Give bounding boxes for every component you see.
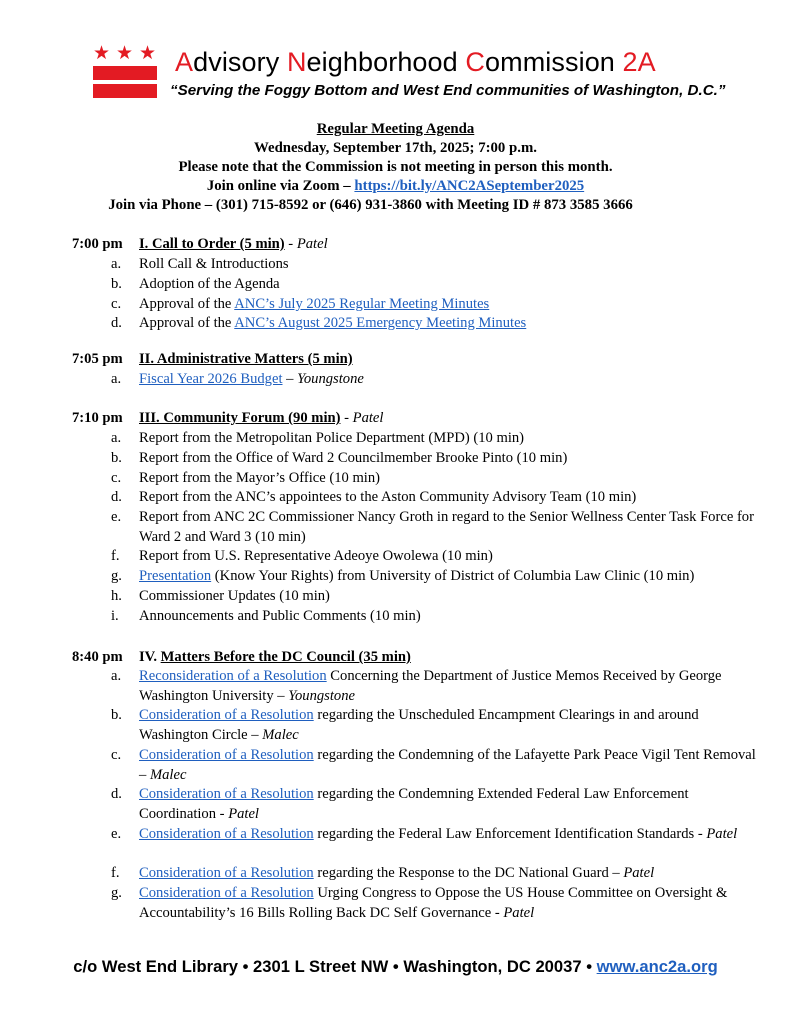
- section-title: IV. Matters Before the DC Council (35 min): [139, 649, 411, 665]
- item-letter: e.: [111, 509, 122, 525]
- title-word: dvisory: [193, 47, 287, 77]
- section-title: III. Community Forum (90 min) - Patel: [139, 410, 384, 426]
- item-text: Report from the Metropolitan Police Department (MPD) (10 min): [139, 430, 525, 446]
- agenda-item: [111, 547, 761, 567]
- agenda-item: [111, 429, 761, 449]
- title-initial: A: [175, 47, 194, 77]
- item-text: Approval of the ANC’s July 2025 Regular Meeting Minutes: [139, 296, 490, 312]
- item-letter: c.: [111, 296, 122, 312]
- item-link[interactable]: Consideration of a Resolution: [139, 786, 314, 802]
- item-letter: d.: [111, 315, 122, 331]
- item-text: Roll Call & Introductions: [139, 256, 289, 272]
- zoom-link[interactable]: https://bit.ly/ANC2ASeptember2025: [354, 178, 585, 194]
- item-letter: a.: [111, 371, 122, 387]
- item-text: Report from U.S. Representative Adeoye Owolewa (10 min): [139, 548, 493, 564]
- agenda-item: [111, 314, 761, 334]
- item-letter: f.: [111, 865, 120, 881]
- agenda-item: [111, 746, 761, 785]
- star-icon: ★: [93, 42, 111, 64]
- item-text: Consideration of a Resolution regarding the Condemning Extended Federal Law Enforcement Coordination - Patel: [139, 786, 689, 822]
- item-link[interactable]: Consideration of a Resolution: [139, 826, 314, 842]
- item-letter: d.: [111, 489, 122, 505]
- organization-title: [175, 44, 656, 80]
- agenda-item: [111, 255, 761, 275]
- dc-flag-logo: [93, 44, 157, 100]
- item-letter: b.: [111, 450, 122, 466]
- item-letter: d.: [111, 786, 122, 802]
- agenda-item: [111, 825, 761, 845]
- item-letter: b.: [111, 707, 122, 723]
- item-letter: g.: [111, 568, 122, 584]
- tagline: “Serving the Foggy Bottom and West End communities of Washington, D.C.”: [170, 82, 726, 99]
- item-link[interactable]: Consideration of a Resolution: [139, 707, 314, 723]
- item-text: Adoption of the Agenda: [139, 276, 280, 292]
- item-link[interactable]: Reconsideration of a Resolution: [139, 668, 327, 684]
- agenda-item: [111, 884, 761, 923]
- item-letter: b.: [111, 276, 122, 292]
- agenda-item: [111, 469, 761, 489]
- title-word: ommission: [485, 47, 623, 77]
- item-text: Consideration of a Resolution Urging Congress to Oppose the US House Committee on Oversight & Accountability’s 16 Bills Rolling Back DC Self Governance - Patel: [139, 885, 728, 921]
- section-time: 7:10 pm: [72, 410, 123, 426]
- item-text: Consideration of a Resolution regarding the Federal Law Enforcement Identification Standards - Patel: [139, 826, 738, 842]
- item-link[interactable]: Consideration of a Resolution: [139, 885, 314, 901]
- title-initial: C: [465, 47, 485, 77]
- section-time: 7:05 pm: [72, 351, 123, 367]
- item-text: Report from the Mayor’s Office (10 min): [139, 470, 381, 486]
- item-link[interactable]: Consideration of a Resolution: [139, 865, 314, 881]
- item-text: Commissioner Updates (10 min): [139, 588, 330, 604]
- agenda-item: [111, 587, 761, 607]
- item-text: Consideration of a Resolution regarding the Response to the DC National Guard – Patel: [139, 865, 655, 881]
- agenda-item: [111, 607, 761, 627]
- meeting-note: Please note that the Commission is not meeting in person this month.: [178, 159, 613, 175]
- agenda-item: [111, 295, 761, 315]
- item-letter: e.: [111, 826, 122, 842]
- item-text: Fiscal Year 2026 Budget – Youngstone: [139, 371, 364, 387]
- item-letter: c.: [111, 470, 122, 486]
- star-icon: ★: [116, 42, 134, 64]
- item-text: Report from the ANC’s appointees to the Aston Community Advisory Team (10 min): [139, 489, 637, 505]
- footer-address: c/o West End Library • 2301 L Street NW • Washington, DC 20037 • www.anc2a.org: [73, 957, 718, 976]
- title-number: 2A: [622, 47, 656, 77]
- item-letter: g.: [111, 885, 122, 901]
- item-text: Report from the Office of Ward 2 Councilmember Brooke Pinto (10 min): [139, 450, 568, 466]
- website-link[interactable]: www.anc2a.org: [596, 957, 718, 976]
- section-title: I. Call to Order (5 min) - Patel: [139, 236, 328, 252]
- agenda-item: [111, 785, 761, 824]
- item-text: Consideration of a Resolution regarding the Unscheduled Encampment Clearings in and around Washington Circle – Malec: [139, 707, 699, 743]
- item-letter: f.: [111, 548, 120, 564]
- zoom-line: Join online via Zoom – https://bit.ly/ANC2ASeptember2025: [206, 178, 585, 194]
- title-initial: N: [286, 47, 307, 77]
- agenda-item: [111, 508, 761, 547]
- item-text: Announcements and Public Comments (10 min): [139, 608, 421, 624]
- phone-line: Join via Phone – (301) 715-8592 or (646) 931-3860 with Meeting ID # 873 3585 3666: [108, 197, 633, 213]
- item-text: Reconsideration of a Resolution Concerning the Department of Justice Memos Received by George Washington University – Youngstone: [139, 668, 722, 704]
- agenda-item: [111, 275, 761, 295]
- item-link[interactable]: ANC’s August 2025 Emergency Meeting Minutes: [234, 315, 527, 331]
- item-letter: h.: [111, 588, 122, 604]
- flag-bar: [93, 84, 157, 98]
- item-link[interactable]: ANC’s July 2025 Regular Meeting Minutes: [234, 296, 490, 312]
- agenda-item: [111, 370, 761, 390]
- agenda-item: [111, 864, 761, 884]
- agenda-item: [111, 449, 761, 469]
- section-title: II. Administrative Matters (5 min): [139, 351, 353, 367]
- item-letter: i.: [111, 608, 119, 624]
- item-letter: a.: [111, 430, 122, 446]
- item-link[interactable]: Fiscal Year 2026 Budget: [139, 371, 283, 387]
- agenda-heading: Regular Meeting Agenda: [316, 121, 475, 137]
- flag-bar: [93, 66, 157, 80]
- item-letter: c.: [111, 747, 122, 763]
- meeting-date: Wednesday, September 17th, 2025; 7:00 p.m.: [254, 140, 537, 156]
- item-link[interactable]: Presentation: [139, 568, 212, 584]
- title-word: eighborhood: [306, 47, 466, 77]
- item-text: Presentation (Know Your Rights) from University of District of Columbia Law Clinic (10 min): [139, 568, 695, 584]
- item-letter: a.: [111, 668, 122, 684]
- agenda-item: [111, 567, 761, 587]
- section-time: 7:00 pm: [72, 236, 123, 252]
- agenda-item: [111, 706, 761, 745]
- item-text: Report from ANC 2C Commissioner Nancy Groth in regard to the Senior Wellness Center Task Force for Ward 2 and Ward 3 (10 min): [139, 509, 754, 545]
- item-text: Approval of the ANC’s August 2025 Emergency Meeting Minutes: [139, 315, 527, 331]
- item-link[interactable]: Consideration of a Resolution: [139, 747, 314, 763]
- section-time: 8:40 pm: [72, 649, 123, 665]
- star-icon: ★: [139, 42, 157, 64]
- agenda-item: [111, 667, 761, 706]
- agenda-item: [111, 488, 761, 508]
- item-text: Consideration of a Resolution regarding the Condemning of the Lafayette Park Peace Vigil Tent Removal – Malec: [139, 747, 756, 783]
- item-letter: a.: [111, 256, 122, 272]
